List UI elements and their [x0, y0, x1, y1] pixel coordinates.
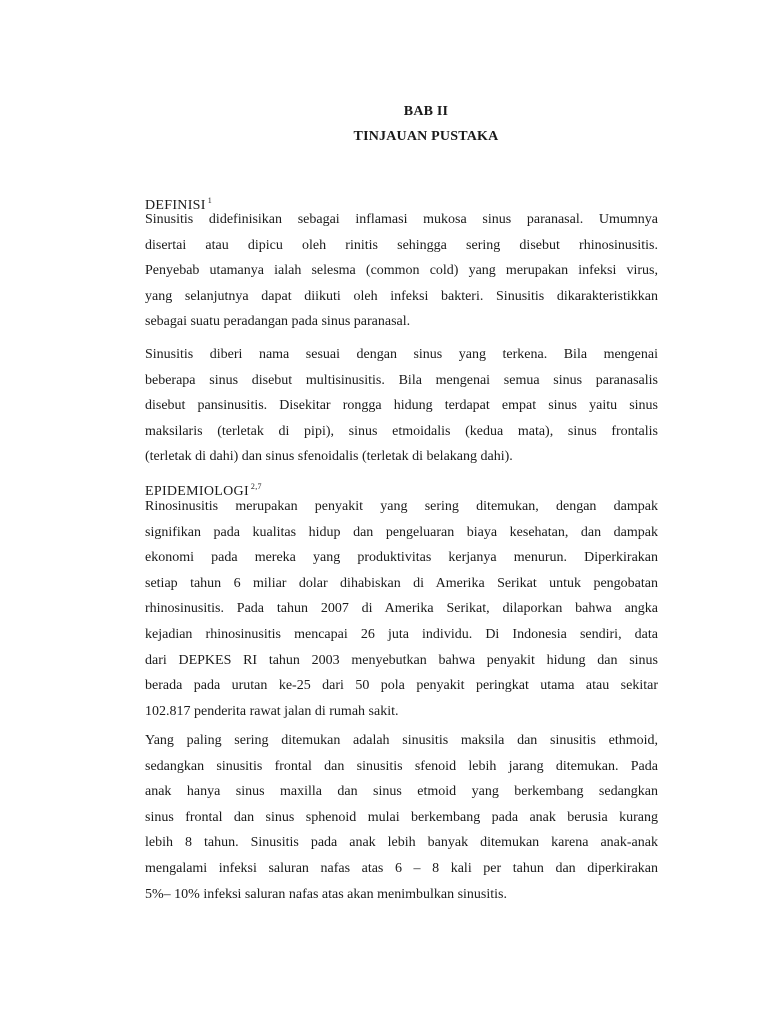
text-line: disertai atau dipicu oleh rinitis sehingga sering disebut rhinosinusitis. [145, 237, 658, 253]
text-line: mengalami infeksi saluran nafas atas 6 – 8 kali per tahun dan diperkirakan [145, 860, 658, 876]
text-line: Rinosinusitis merupakan penyakit yang sering ditemukan, dengan dampak [145, 499, 658, 514]
text-line: signifikan pada kualitas hidup dan pengeluaran biaya kesehatan, dan dampak [145, 524, 658, 540]
text-line: Penyebab utamanya ialah selesma (common cold) yang merupakan infeksi virus, [145, 263, 658, 279]
text-line: Sinusitis didefinisikan sebagai inflamasi mukosa sinus paranasal. Umumnya [145, 212, 658, 227]
text-line: lebih 8 tahun. Sinusitis pada anak lebih banyak ditemukan karena anak-anak [145, 835, 658, 851]
chapter-title: BAB II [403, 104, 449, 119]
text-line: Sinusitis diberi nama sesuai dengan sinus yang terkena. Bila mengenai [145, 347, 658, 362]
section-heading-epidemiologi: EPIDEMIOLOGI $^{2,7}$ [145, 482, 262, 499]
text-line: rhinosinusitis. Pada tahun 2007 di Amerika Serikat, dilaporkan bahwa angka [145, 601, 658, 617]
text-line: 5%– 10% infeksi saluran nafas atas akan menimbulkan sinusitis. [145, 886, 507, 902]
text-line: maksilaris (terletak di pipi), sinus etmoidalis (kedua mata), sinus frontalis [145, 423, 658, 439]
text-line: (terletak di dahi) dan sinus sfenoidalis (terletak di belakang dahi). [145, 449, 513, 465]
text-line: ekonomi pada mereka yang produktivitas kerjanya menurun. Diperkirakan [145, 550, 658, 566]
chapter-subtitle: TINJAUAN PUSTAKA [353, 129, 499, 144]
paragraph-epidemiologi-1 [145, 494, 658, 724]
reference-marker: 2,7 [250, 482, 262, 491]
paragraph-definisi-1 [145, 207, 658, 335]
section-heading-definisi: DEFINISI $^1$ [145, 196, 213, 213]
reference-marker: 1 [207, 196, 213, 205]
text-line: Yang paling sering ditemukan adalah sinusitis maksila dan sinusitis ethmoid, [145, 733, 658, 748]
text-line: yang selanjutnya dapat diikuti oleh infeksi bakteri. Sinusitis dikarakteristikkan [145, 288, 658, 304]
text-line: anak hanya sinus maxilla dan sinus etmoid yang berkembang sedangkan [145, 784, 658, 800]
text-line: dari DEPKES RI tahun 2003 menyebutkan bahwa penyakit hidung dan sinus [145, 652, 658, 668]
text-line: setiap tahun 6 miliar dolar dihabiskan di Amerika Serikat untuk pengobatan [145, 575, 658, 591]
text-line: kejadian rhinosinusitis mencapai 26 juta individu. Di Indonesia sendiri, data [145, 626, 658, 642]
text-line: sedangkan sinusitis frontal dan sinusitis sfenoid lebih jarang ditemukan. Pada [145, 758, 658, 774]
text-line: beberapa sinus disebut multisinusitis. Bila mengenai semua sinus paranasalis [145, 372, 658, 388]
paragraph-epidemiologi-2 [145, 728, 658, 907]
text-line: sebagai suatu peradangan pada sinus paranasal. [145, 314, 411, 330]
paragraph-definisi-2 [145, 342, 658, 470]
text-line: sinus frontal dan sinus sphenoid mulai berkembang pada anak berusia kurang [145, 809, 658, 825]
text-line: disebut pansinusitis. Disekitar rongga hidung terdapat empat sinus yaitu sinus [145, 398, 658, 414]
text-line: berada pada urutan ke-25 dari 50 pola penyakit peringkat utama atau sekitar [145, 678, 658, 694]
text-line: 102.817 penderita rawat jalan di rumah sakit. [145, 703, 399, 719]
